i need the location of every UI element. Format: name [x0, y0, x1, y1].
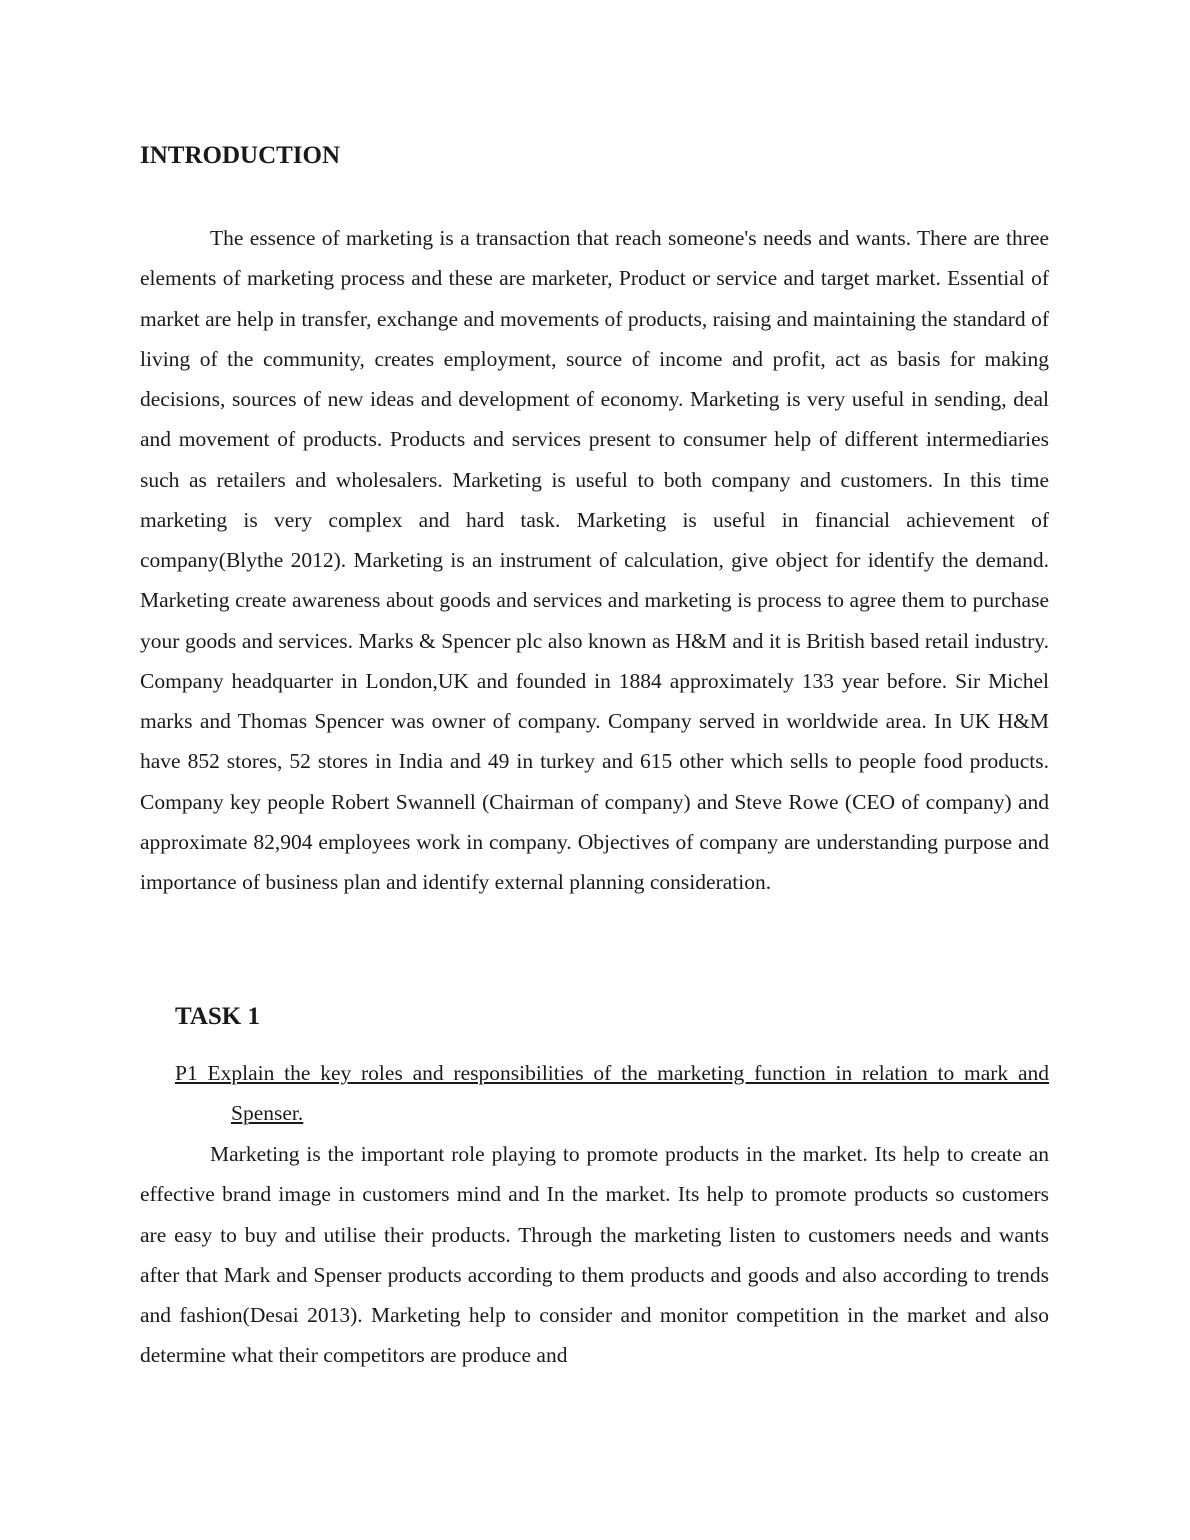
introduction-paragraph: The essence of marketing is a transaction that reach someone's needs and wants. There are three elements of marketing process and these are marketer, Product or service and target market. Essential of market are help in transfer, exchange and movements of products, raising and maintaining the standard of living of the community, creates employment, source of income and profit, act as basis for making decisions, sources of new ideas and development of economy. Marketing is very useful in sending, deal and movement of products. Products and services present to consumer help of different intermediaries such as retailers and wholesalers. Marketing is useful to both company and customers. In this time marketing is very complex and hard task. Marketing is useful in financial achievement of company(Blythe 2012). Marketing is an instrument of calculation, give object for identify the demand. Marketing create awareness about goods and services and marketing is process to agree them to purchase your goods and services. Marks & Spencer plc also known as H&M and it is British based retail industry. Company headquarter in London,UK and founded in 1884 approximately 133 year before. Sir Michel marks and Thomas Spencer was owner of company. Company served in worldwide area. In UK H&M have 852 stores, 52 stores in India and 49 in turkey and 615 other which sells to people food products. Company key people Robert Swannell (Chairman of company) and Steve Rowe (CEO of company) and approximate 82,904 employees work in company. Objectives of company are understanding purpose and importance of business plan and identify external planning consideration.: [140, 226, 1049, 894]
task-1-heading: TASK 1: [175, 1003, 260, 1030]
document-page: [140, 0, 1049, 1540]
introduction-heading: INTRODUCTION: [140, 142, 341, 169]
task-1-paragraph: Marketing is the important role playing to promote products in the market. Its help to create an effective brand image in customers mind and In the market. Its help to promote products so customers are easy to buy and utilise their products. Through the marketing listen to customers needs and wants after that Mark and Spenser products according to them products and goods and also according to trends and fashion(Desai 2013). Marketing help to consider and monitor competition in the market and also determine what their competitors are produce and: [140, 1142, 1049, 1368]
task-1-subheading: P1 Explain the key roles and responsibilities of the marketing function in relation to mark and Spenser.: [175, 1061, 1049, 1125]
